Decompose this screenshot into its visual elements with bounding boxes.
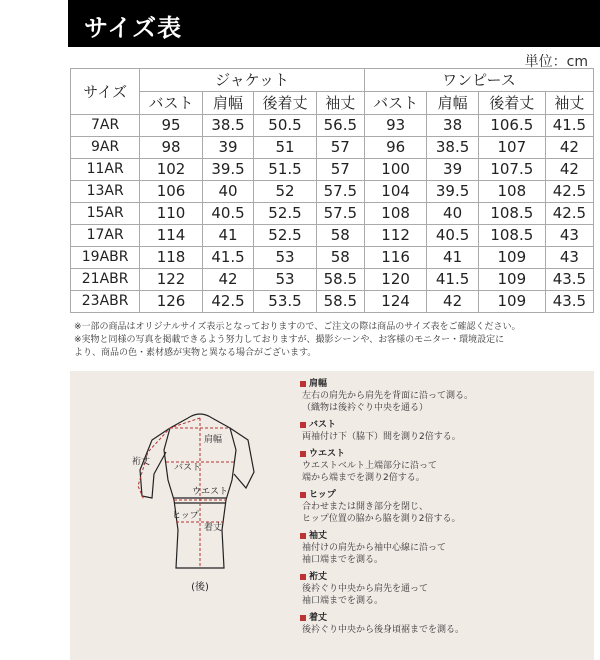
value-cell: 56.5 xyxy=(316,115,364,137)
legend-description xyxy=(300,624,595,636)
legend-description xyxy=(300,460,595,484)
legend-description-line: 後衿ぐり中央から肩先を通って xyxy=(302,584,429,594)
value-cell: 106.5 xyxy=(478,115,545,137)
value-cell: 106 xyxy=(140,181,203,203)
value-cell: 53 xyxy=(254,247,317,269)
size-cell: 15AR xyxy=(71,203,140,225)
column-header: 袖丈 xyxy=(545,92,593,115)
page-title: サイズ表 xyxy=(84,14,183,42)
square-bullet-icon xyxy=(300,422,306,428)
sleeve-outline xyxy=(230,428,254,488)
value-cell: 40.5 xyxy=(427,225,478,247)
value-cell: 41.5 xyxy=(202,247,253,269)
legend-title-row xyxy=(300,419,595,431)
value-cell: 95 xyxy=(140,115,203,137)
legend-title-row xyxy=(300,530,595,542)
yuki-label: 裄丈 xyxy=(132,457,151,467)
value-cell: 40.5 xyxy=(202,203,253,225)
table-subheader-row xyxy=(71,92,594,115)
figure-caption: (後) xyxy=(191,582,209,593)
legend-title: ウエスト xyxy=(309,449,346,459)
value-cell: 58.5 xyxy=(316,269,364,291)
value-cell: 42 xyxy=(202,269,253,291)
square-bullet-icon xyxy=(300,492,306,498)
legend-title: バスト xyxy=(309,420,337,430)
hip-label: ヒップ xyxy=(172,511,199,521)
square-bullet-icon xyxy=(300,533,306,539)
value-cell: 42.5 xyxy=(545,203,593,225)
value-cell: 102 xyxy=(140,159,203,181)
legend-title: 裄丈 xyxy=(309,572,328,582)
column-header: バスト xyxy=(364,92,427,115)
value-cell: 110 xyxy=(140,203,203,225)
table-row xyxy=(71,269,594,291)
square-bullet-icon xyxy=(300,451,306,457)
value-cell: 43 xyxy=(545,225,593,247)
size-cell: 19ABR xyxy=(71,247,140,269)
value-cell: 57.5 xyxy=(316,181,364,203)
value-cell: 100 xyxy=(364,159,427,181)
legend-description-line: 袖口端までを測る。 xyxy=(302,596,384,606)
size-cell: 7AR xyxy=(71,115,140,137)
value-cell: 98 xyxy=(140,137,203,159)
value-cell: 53 xyxy=(254,269,317,291)
column-header: 後着丈 xyxy=(478,92,545,115)
value-cell: 112 xyxy=(364,225,427,247)
value-cell: 42.5 xyxy=(202,291,253,313)
value-cell: 109 xyxy=(478,247,545,269)
table-row xyxy=(71,247,594,269)
legend-title: ヒップ xyxy=(309,490,336,500)
value-cell: 107.5 xyxy=(478,159,545,181)
notes xyxy=(74,321,594,360)
value-cell: 42 xyxy=(545,137,593,159)
legend-description-line: 両袖付け下（脇下）間を測り2倍する。 xyxy=(302,432,461,442)
collar-outline xyxy=(188,414,212,418)
legend xyxy=(300,378,595,641)
legend-item xyxy=(300,448,595,484)
size-cell: 11AR xyxy=(71,159,140,181)
column-header: バスト xyxy=(140,92,203,115)
value-cell: 104 xyxy=(364,181,427,203)
value-cell: 109 xyxy=(478,291,545,313)
column-header: 後着丈 xyxy=(254,92,317,115)
column-header: 肩幅 xyxy=(427,92,478,115)
value-cell: 40 xyxy=(427,203,478,225)
legend-description-line: 端から端までを測り2倍する。 xyxy=(302,473,425,483)
value-cell: 126 xyxy=(140,291,203,313)
value-cell: 39.5 xyxy=(202,159,253,181)
table-row xyxy=(71,291,594,313)
column-header: 袖丈 xyxy=(316,92,364,115)
value-cell: 51.5 xyxy=(254,159,317,181)
note-line: より、商品の色・素材感が実物と異なる場合がございます。 xyxy=(74,348,317,358)
value-cell: 41.5 xyxy=(427,269,478,291)
legend-item xyxy=(300,571,595,607)
legend-description-line: 袖口端までを測る。 xyxy=(302,555,384,565)
value-cell: 41 xyxy=(202,225,253,247)
legend-item xyxy=(300,612,595,636)
legend-description-line: 袖付けの肩先から袖中心線に沿って xyxy=(302,543,447,553)
value-cell: 51 xyxy=(254,137,317,159)
value-cell: 39 xyxy=(202,137,253,159)
square-bullet-icon xyxy=(300,381,306,387)
value-cell: 52.5 xyxy=(254,203,317,225)
value-cell: 57.5 xyxy=(316,203,364,225)
value-cell: 40 xyxy=(202,181,253,203)
legend-description-line: 左右の肩先から肩先を背面に沿って測る。 xyxy=(302,391,474,401)
legend-description xyxy=(300,501,595,525)
legend-description xyxy=(300,583,595,607)
legend-title: 袖丈 xyxy=(309,531,328,541)
value-cell: 93 xyxy=(364,115,427,137)
note-line: ※実物と同様の写真を掲載できるよう努力しておりますが、撮影シーンや、お客様のモニター・環境設定に xyxy=(74,335,505,345)
value-cell: 43.5 xyxy=(545,269,593,291)
size-cell: 21ABR xyxy=(71,269,140,291)
legend-description xyxy=(300,542,595,566)
size-cell: 9AR xyxy=(71,137,140,159)
value-cell: 38.5 xyxy=(427,137,478,159)
legend-title-row xyxy=(300,571,595,583)
legend-item xyxy=(300,419,595,443)
value-cell: 41 xyxy=(427,247,478,269)
square-bullet-icon xyxy=(300,615,306,621)
value-cell: 43 xyxy=(545,247,593,269)
legend-title: 肩幅 xyxy=(309,379,328,389)
legend-description xyxy=(300,390,595,414)
value-cell: 41.5 xyxy=(545,115,593,137)
legend-description-line: ウエストベルト上端部分に沿って xyxy=(302,461,438,471)
value-cell: 50.5 xyxy=(254,115,317,137)
size-cell: 23ABR xyxy=(71,291,140,313)
table-row xyxy=(71,115,594,137)
legend-description-line: ヒップ位置の脇から脇を測り2倍する。 xyxy=(302,514,461,524)
table-row xyxy=(71,181,594,203)
value-cell: 39.5 xyxy=(427,181,478,203)
value-cell: 38 xyxy=(427,115,478,137)
value-cell: 57 xyxy=(316,137,364,159)
jacket-group-header: ジャケット xyxy=(140,69,365,92)
value-cell: 52.5 xyxy=(254,225,317,247)
square-bullet-icon xyxy=(300,574,306,580)
value-cell: 43.5 xyxy=(545,291,593,313)
value-cell: 108.5 xyxy=(478,203,545,225)
value-cell: 118 xyxy=(140,247,203,269)
legend-title: 着丈 xyxy=(309,613,328,623)
value-cell: 116 xyxy=(364,247,427,269)
waist-label: ウエスト xyxy=(192,487,229,497)
legend-item xyxy=(300,530,595,566)
value-cell: 58 xyxy=(316,225,364,247)
value-cell: 58.5 xyxy=(316,291,364,313)
length-label: 着丈 xyxy=(204,523,223,533)
size-cell: 17AR xyxy=(71,225,140,247)
value-cell: 114 xyxy=(140,225,203,247)
value-cell: 57 xyxy=(316,159,364,181)
table-row xyxy=(71,203,594,225)
value-cell: 42 xyxy=(545,159,593,181)
value-cell: 42.5 xyxy=(545,181,593,203)
table-row xyxy=(71,159,594,181)
value-cell: 122 xyxy=(140,269,203,291)
value-cell: 107 xyxy=(478,137,545,159)
value-cell: 53.5 xyxy=(254,291,317,313)
legend-description xyxy=(300,431,595,443)
table-row xyxy=(71,225,594,247)
size-table xyxy=(70,68,594,313)
note-line: ※一部の商品はオリジナルサイズ表示となっておりますので、ご注文の際は商品のサイズ表をご確認ください。 xyxy=(74,322,521,332)
legend-title-row xyxy=(300,612,595,624)
table-header-row xyxy=(71,69,594,92)
value-cell: 109 xyxy=(478,269,545,291)
legend-description-line: 後衿ぐり中央から後身頃裾までを測る。 xyxy=(302,625,465,635)
size-cell: 13AR xyxy=(71,181,140,203)
value-cell: 120 xyxy=(364,269,427,291)
value-cell: 96 xyxy=(364,137,427,159)
legend-title-row xyxy=(300,448,595,460)
shoulder-label: 肩幅 xyxy=(204,435,223,445)
value-cell: 108 xyxy=(364,203,427,225)
unit-label: 単位：cm xyxy=(524,54,588,70)
value-cell: 42 xyxy=(427,291,478,313)
table-row xyxy=(71,137,594,159)
table-body xyxy=(71,115,594,313)
value-cell: 39 xyxy=(427,159,478,181)
value-cell: 52 xyxy=(254,181,317,203)
legend-title-row xyxy=(300,489,595,501)
value-cell: 58 xyxy=(316,247,364,269)
legend-description-line: 合わせまたは開き部分を閉じ、 xyxy=(302,502,429,512)
value-cell: 38.5 xyxy=(202,115,253,137)
legend-title-row xyxy=(300,378,595,390)
legend-item xyxy=(300,378,595,414)
value-cell: 124 xyxy=(364,291,427,313)
size-column-header: サイズ xyxy=(71,69,140,115)
garment-figure xyxy=(130,400,290,600)
value-cell: 108.5 xyxy=(478,225,545,247)
bust-label: バスト xyxy=(174,463,202,473)
legend-item xyxy=(300,489,595,525)
value-cell: 108 xyxy=(478,181,545,203)
dress-group-header: ワンピース xyxy=(364,69,593,92)
column-header: 肩幅 xyxy=(202,92,253,115)
legend-description-line: （織物は後衿ぐり中央を通る） xyxy=(302,403,429,413)
header-bar xyxy=(68,0,600,47)
